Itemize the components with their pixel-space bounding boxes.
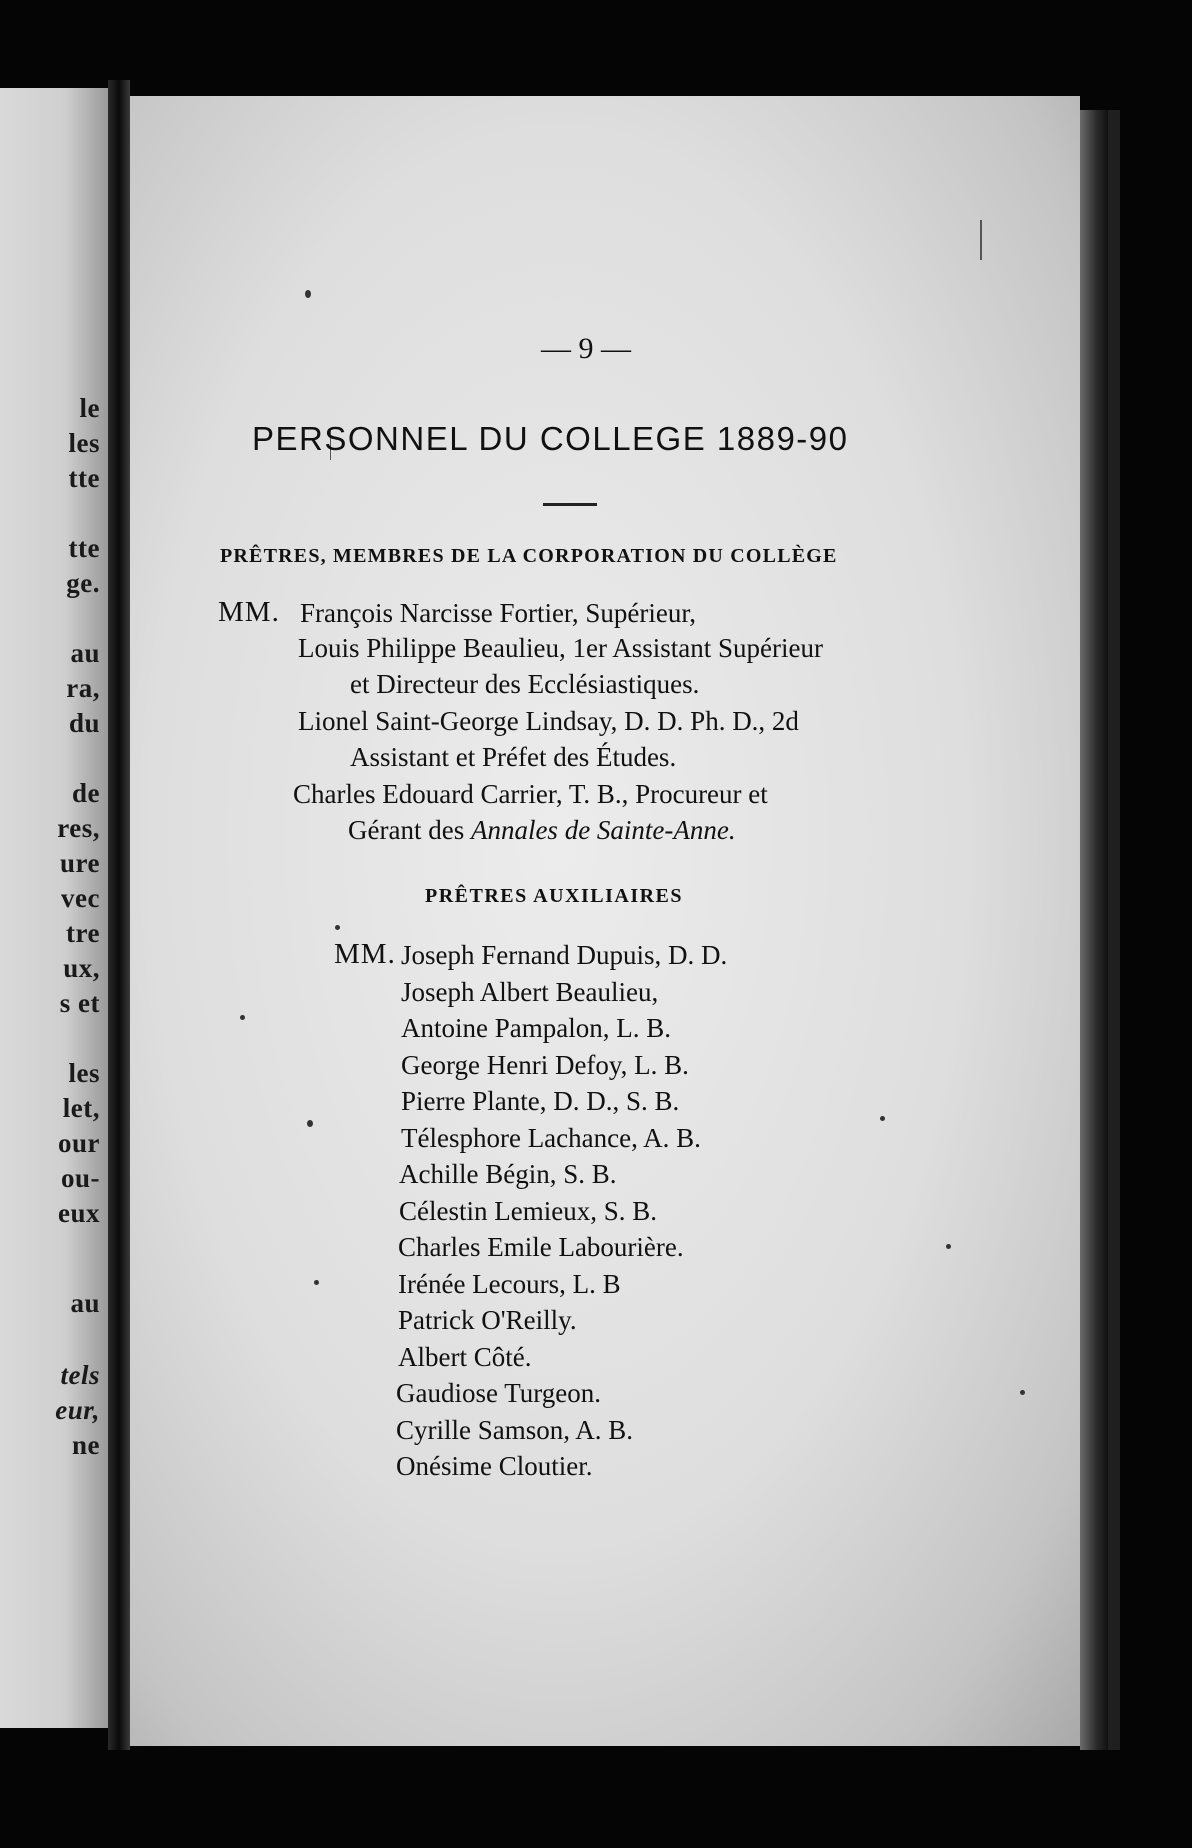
left-page-fragment: les	[68, 1058, 100, 1088]
auxiliary-name: Antoine Pampalon, L. B.	[401, 1013, 671, 1043]
auxiliary-name: Albert Côté.	[398, 1342, 532, 1372]
ink-speck	[307, 1120, 313, 1127]
left-page-fragment: au	[70, 1288, 100, 1318]
auxiliary-name: Joseph Fernand Dupuis, D. D.	[401, 940, 728, 970]
auxiliary-name: Gaudiose Turgeon.	[396, 1378, 602, 1408]
page-number: — 9 —	[541, 332, 631, 365]
auxiliary-name: Pierre Plante, D. D., S. B.	[401, 1086, 680, 1116]
member-line: Lionel Saint-George Lindsay, D. D. Ph. D., 2d	[298, 706, 799, 736]
left-page-fragment: let,	[62, 1093, 100, 1123]
title-rule	[543, 503, 597, 506]
book-gutter	[108, 80, 130, 1750]
ink-speck	[880, 1116, 885, 1121]
auxiliary-name: Achille Bégin, S. B.	[399, 1159, 617, 1189]
member-line: Assistant et Préfet des Études.	[350, 742, 677, 772]
member-line	[348, 815, 736, 846]
left-page-fragment: tte	[68, 533, 100, 563]
left-page-fragment: de	[72, 778, 100, 808]
ink-speck	[240, 1015, 245, 1020]
member-line-text: Gérant des	[348, 815, 465, 845]
section-heading-corporation: PRÊTRES, MEMBRES DE LA CORPORATION DU COLLÈGE	[220, 545, 838, 567]
section-heading-auxiliaries: PRÊTRES AUXILIAIRES	[425, 885, 684, 907]
left-page-fragment: tte	[68, 463, 100, 493]
auxiliary-name: Télesphore Lachance, A. B.	[401, 1123, 701, 1153]
auxiliary-name: Patrick O'Reilly.	[398, 1305, 577, 1335]
left-page-fragment: tre	[66, 918, 100, 948]
member-line: Charles Edouard Carrier, T. B., Procureur et	[293, 779, 768, 809]
honorific-prefix: MM.	[334, 938, 396, 970]
left-page-fragment: eux	[58, 1198, 100, 1228]
left-page-fragment: ge.	[66, 568, 100, 598]
ink-speck	[1020, 1390, 1025, 1395]
left-page-fragment: ra,	[66, 673, 100, 703]
auxiliary-name: Onésime Cloutier.	[396, 1451, 593, 1481]
auxiliary-name: Célestin Lemieux, S. B.	[399, 1196, 657, 1226]
left-page-fragment: ux,	[63, 953, 100, 983]
honorific-prefix: MM.	[218, 596, 280, 628]
left-page-fragment: s et	[59, 988, 100, 1018]
ink-speck	[335, 925, 340, 930]
left-page-fragment: eur,	[55, 1395, 100, 1425]
ink-speck	[305, 290, 311, 298]
member-line: François Narcisse Fortier, Supérieur,	[300, 598, 696, 628]
auxiliary-name: George Henri Defoy, L. B.	[401, 1050, 689, 1080]
ink-speck	[946, 1244, 951, 1249]
auxiliary-name: Charles Emile Labourière.	[398, 1232, 684, 1262]
publication-title: Annales de Sainte-Anne.	[470, 815, 736, 845]
auxiliary-name: Cyrille Samson, A. B.	[396, 1415, 634, 1445]
auxiliary-name: Irénée Lecours, L. B	[398, 1269, 621, 1299]
left-page-fragment: le	[79, 393, 100, 423]
left-page-fragment: ne	[72, 1430, 100, 1460]
page-title: PERSONNEL DU COLLEGE 1889-90	[252, 420, 849, 457]
paper-mark	[980, 220, 982, 260]
ink-speck	[314, 1280, 319, 1285]
left-page-fragment: vec	[61, 883, 100, 913]
member-line: et Directeur des Ecclésiastiques.	[350, 669, 700, 699]
left-page-fragment: du	[68, 708, 100, 738]
left-page-fragment: ou-	[60, 1163, 100, 1193]
left-page-fragment: our	[58, 1128, 100, 1158]
left-page-fragment: les	[68, 428, 100, 458]
left-page-fragment: ure	[60, 848, 100, 878]
left-page-fragment: res,	[57, 813, 100, 843]
member-line: Louis Philippe Beaulieu, 1er Assistant Supérieur	[298, 633, 823, 663]
auxiliary-name: Joseph Albert Beaulieu,	[401, 977, 659, 1007]
left-page-fragment: au	[70, 638, 100, 668]
left-page-fragment: tels	[60, 1360, 100, 1390]
